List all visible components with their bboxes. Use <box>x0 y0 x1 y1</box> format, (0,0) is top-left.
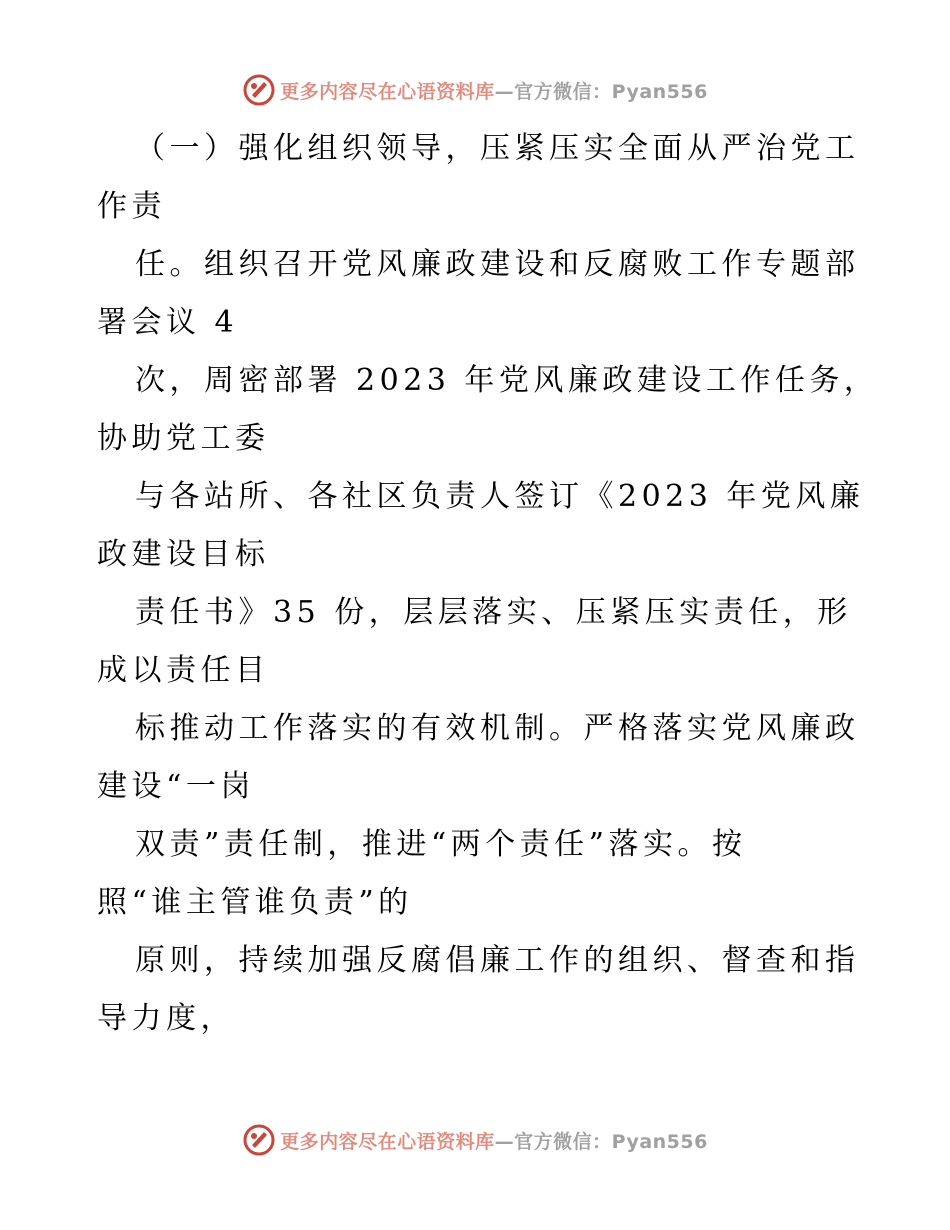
seal-logo-icon <box>242 1123 276 1157</box>
header-watermark <box>0 70 950 110</box>
text-line: （一）强化组织领导，压紧压实全面从严治党工 <box>135 131 860 166</box>
watermark-text: 更多内容尽在心语资料库—官方微信：Pyan556 <box>280 1130 708 1153</box>
text-line: 标推动工作落实的有效机制。严格落实党风廉政 <box>135 711 860 746</box>
text-line: 次，周密部署 2023 年党风廉政建设工作任务， <box>135 363 879 398</box>
document-body <box>97 120 877 1048</box>
text-line: 成以责任目 <box>97 653 270 688</box>
text-line: 原则，持续加强反腐倡廉工作的组织、督查和指 <box>135 943 860 978</box>
seal-logo-icon <box>242 73 276 107</box>
text-line: 与各站所、各社区负责人签订《2023 年党风廉 <box>135 479 865 514</box>
watermark-text: 更多内容尽在心语资料库—官方微信：Pyan556 <box>280 80 708 103</box>
text-line: 建设“一岗 <box>97 769 255 804</box>
text-line: 导力度， <box>97 1001 235 1036</box>
text-line: 署会议 4 <box>97 305 239 340</box>
text-line: 责任书》35 份，层层落实、压紧压实责任，形 <box>135 595 852 630</box>
text-line: 任。组织召开党风廉政建设和反腐败工作专题部 <box>135 247 860 282</box>
text-line: 照“谁主管谁负责”的 <box>97 885 413 920</box>
text-line: 政建设目标 <box>97 537 270 572</box>
text-line: 双责”责任制，推进“两个责任”落实。按 <box>135 827 747 862</box>
text-line: 作责 <box>97 189 166 224</box>
text-line: 协助党工委 <box>97 421 270 456</box>
footer-watermark <box>0 1120 950 1160</box>
